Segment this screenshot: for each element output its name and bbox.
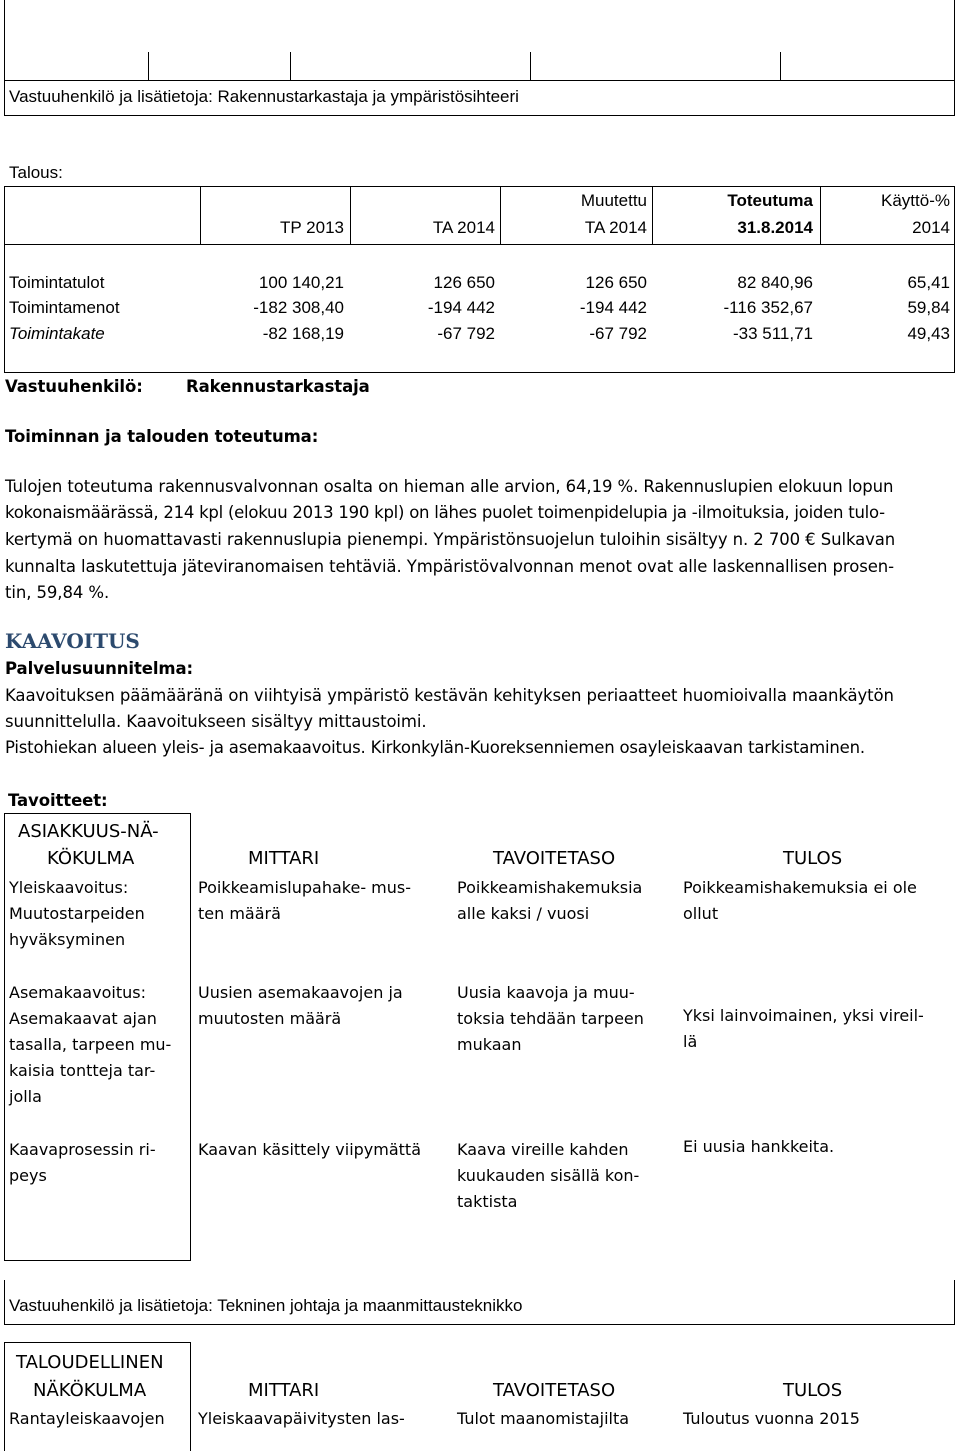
fin-goals-header-col1-line1: TALOUDELLINEN: [16, 1352, 164, 1373]
fin-goals-cell: Yleiskaavapäivitysten las-: [198, 1409, 405, 1428]
goals-cell: Uusia kaavoja ja muu- toksia tehdään tarpeen mukaan: [457, 983, 644, 1054]
goals-header-tulos: TULOS: [783, 848, 843, 869]
goals-heading: Tavoitteet:: [8, 791, 108, 810]
goals-cell: Kaavaprosessin ri- peys: [9, 1140, 156, 1185]
finance-cell: -194 442: [579, 298, 647, 317]
realization-line: Tulojen toteutuma rakennusvalvonnan osalta on hieman alle arvion, 64,19 %. Rakennuslupien elokuun lopun: [5, 477, 894, 496]
responsible-value: Rakennustarkastaja: [186, 377, 370, 396]
finance-cell: 49,43: [907, 324, 950, 343]
finance-cell: 100 140,21: [258, 273, 344, 292]
goals-cell: Ei uusia hankkeita.: [683, 1137, 835, 1156]
finance-cell: -116 352,67: [723, 298, 813, 317]
fin-goals-header-tavoitetaso: TAVOITETASO: [493, 1380, 616, 1401]
goals-cell: Yleiskaavoitus: Muutostarpeiden hyväksyminen: [9, 878, 145, 949]
col-header-toteutuma-l2: 31.8.2014: [737, 218, 813, 237]
finance-title: Talous:: [9, 163, 63, 182]
finance-cell: 126 650: [433, 273, 495, 292]
fin-goals-header-tulos: TULOS: [783, 1380, 843, 1401]
goals-cell: Uusien asemakaavojen ja muutosten määrä: [198, 983, 403, 1028]
fin-goals-cell: Tulot maanomistajilta: [457, 1409, 630, 1428]
realization-line: kertymä on huomattavasti rakennuslupia pienempi. Ympäristönsuojelun tuloihin sisältyy n. 2 700 € Sulkavan: [5, 530, 896, 549]
service-plan-heading: Palvelusuunnitelma:: [5, 659, 194, 678]
finance-cell: 126 650: [585, 273, 647, 292]
finance-row-label: Toimintakate: [9, 324, 105, 343]
col-header-tp2013: TP 2013: [280, 218, 344, 237]
finance-cell: -182 308,40: [253, 298, 344, 317]
goals-cell: Kaava vireille kahden kuukauden sisällä kon- taktista: [457, 1140, 640, 1211]
goals-cell: Asemakaavoitus: Asemakaavat ajan tasalla, tarpeen mu- kaisia tontteja tar- jolla: [9, 983, 172, 1106]
realization-line: kokonaismäärässä, 214 kpl (elokuu 2013 190 kpl) on lähes puolet toimenpidelupia ja -ilmoituksia, joiden tulo-: [5, 503, 885, 522]
finance-cell: -67 792: [589, 324, 647, 343]
bottom-responsible-line: Vastuuhenkilö ja lisätietoja: Tekninen johtaja ja maanmittausteknikko: [9, 1296, 523, 1315]
fin-goals-cell: Tuloutus vuonna 2015: [683, 1409, 860, 1428]
finance-cell: -33 511,71: [732, 324, 813, 343]
goals-header-col1-line1: ASIAKKUUS-NÄ-: [18, 821, 159, 842]
finance-cell: 59,84: [907, 298, 950, 317]
finance-cell: -82 168,19: [262, 324, 344, 343]
goals-cell: Poikkeamishakemuksia alle kaksi / vuosi: [457, 878, 643, 923]
realization-line: tin, 59,84 %.: [5, 583, 110, 602]
col-header-kaytto-l2: 2014: [912, 218, 950, 237]
col-header-muutettu-l1: Muutettu: [580, 191, 647, 210]
goals-cell: Poikkeamishakemuksia ei ole ollut: [683, 878, 917, 923]
service-plan-line: Kaavoituksen päämääränä on viihtyisä ympäristö kestävän kehityksen periaatteet huomioivalla maankäytön: [5, 686, 894, 705]
finance-cell: -194 442: [427, 298, 495, 317]
finance-row-label: Toimintatulot: [9, 273, 105, 292]
realization-heading: Toiminnan ja talouden toteutuma:: [5, 427, 319, 446]
col-header-muutettu-l2: TA 2014: [584, 218, 647, 237]
goals-header-mittari: MITTARI: [248, 848, 320, 869]
top-responsible-line: Vastuuhenkilö ja lisätietoja: Rakennustarkastaja ja ympäristösihteeri: [9, 87, 519, 106]
fin-goals-header-mittari: MITTARI: [248, 1380, 320, 1401]
col-header-kaytto-l1: Käyttö-%: [881, 191, 950, 210]
goals-header-col1-line2: KÖKULMA: [47, 848, 135, 869]
goals-cell: Poikkeamislupahake- mus- ten määrä: [198, 878, 412, 923]
goals-cell: Yksi lainvoimainen, yksi vireil- lä: [683, 1006, 924, 1051]
col-header-toteutuma-l1: Toteutuma: [727, 191, 813, 210]
finance-cell: -67 792: [437, 324, 495, 343]
finance-cell: 82 840,96: [737, 273, 813, 292]
finance-row-label: Toimintamenot: [9, 298, 120, 317]
col-header-ta2014: TA 2014: [432, 218, 495, 237]
responsible-label: Vastuuhenkilö:: [5, 377, 143, 396]
fin-goals-cell: Rantayleiskaavojen: [9, 1409, 165, 1428]
goals-cell: Kaavan käsittely viipymättä: [198, 1140, 422, 1159]
goals-header-tavoitetaso: TAVOITETASO: [493, 848, 616, 869]
kaavoitus-title: KAAVOITUS: [5, 629, 140, 653]
realization-line: kunnalta laskutettuja jäteviranomaisen tehtäviä. Ympäristövalvonnan menot ovat alle laskennallisen prosen-: [5, 557, 894, 576]
service-plan-line: Pistohiekan alueen yleis- ja asemakaavoitus. Kirkonkylän-Kuoreksenniemen osayleiskaavan tarkistaminen.: [5, 738, 865, 757]
service-plan-line: suunnittelulla. Kaavoitukseen sisältyy mittaustoimi.: [5, 712, 427, 731]
finance-cell: 65,41: [907, 273, 950, 292]
fin-goals-header-col1-line2: NÄKÖKULMA: [33, 1380, 147, 1401]
